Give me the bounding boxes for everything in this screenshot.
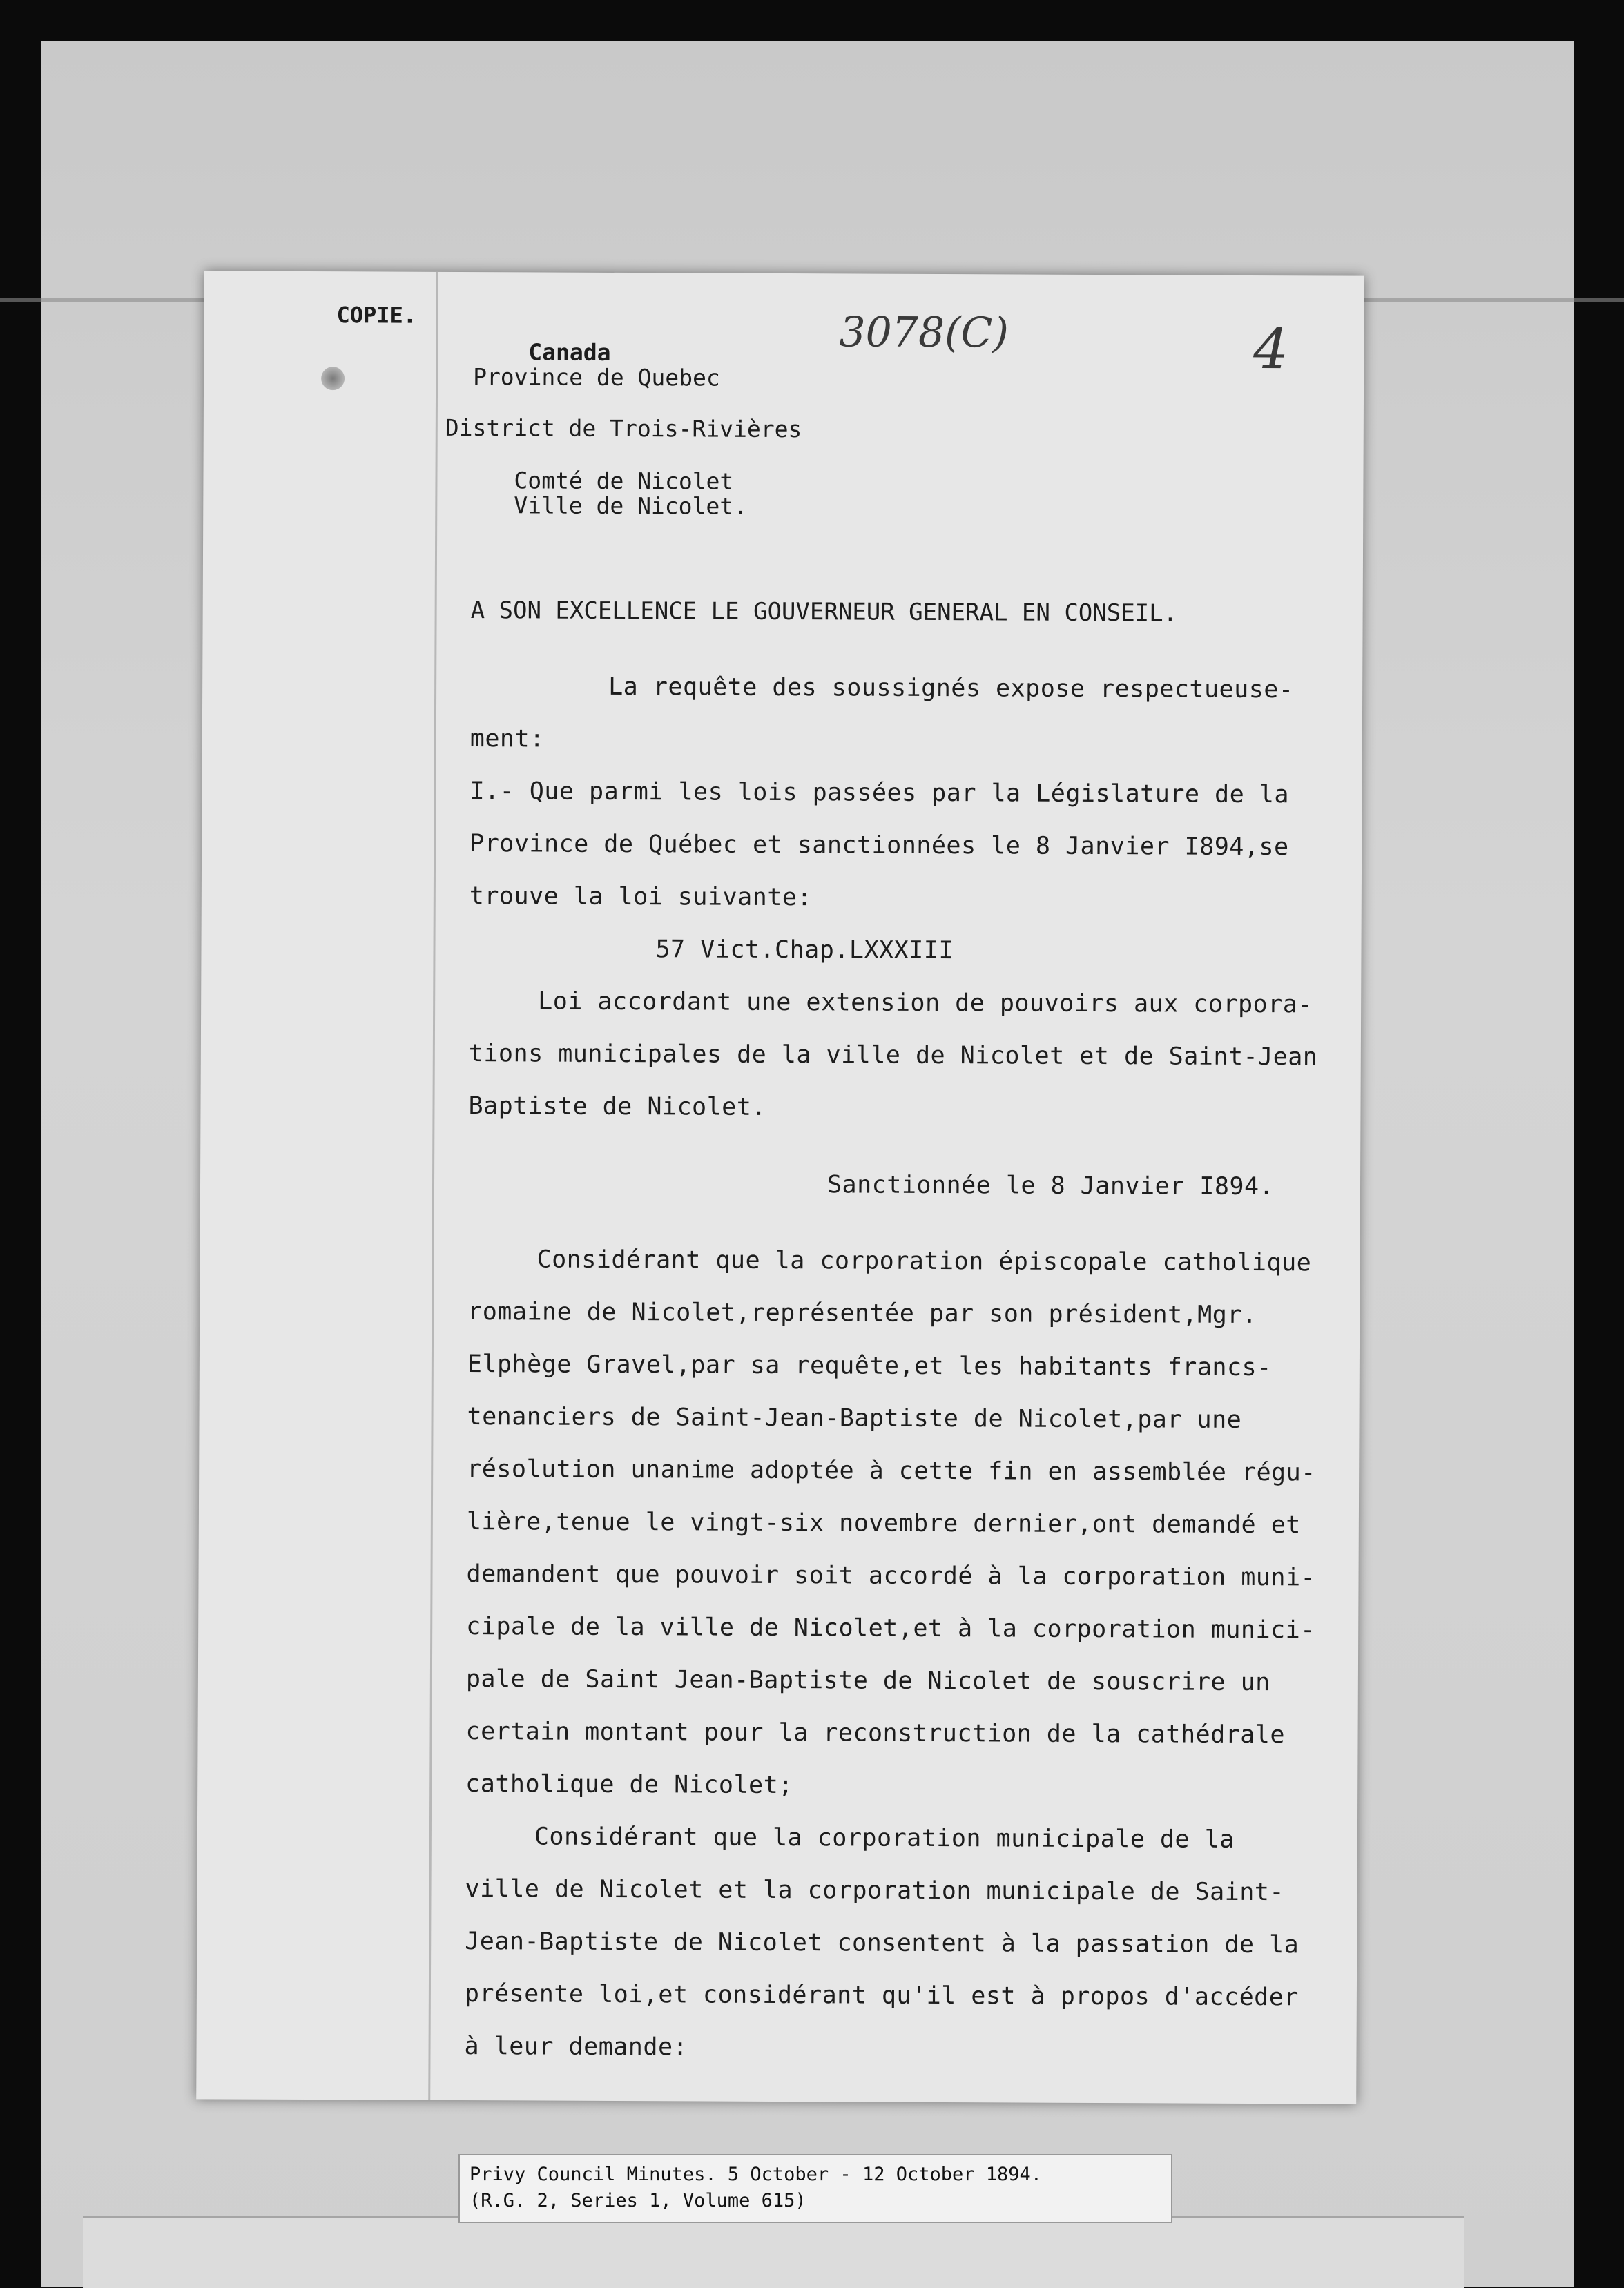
body-line: résolution unanime adoptée à cette fin en assemblée régu- bbox=[467, 1455, 1316, 1487]
body-line: I.- Que parmi les lois passées par la Législature de la bbox=[470, 777, 1290, 809]
punch-hole-icon bbox=[321, 367, 345, 390]
body-line: ville de Nicolet et la corporation municipale de Saint- bbox=[465, 1875, 1285, 1907]
body-line: cipale de la ville de Nicolet,et à la corporation munici- bbox=[466, 1613, 1315, 1645]
document-page bbox=[196, 271, 1364, 2104]
body-line: Considérant que la corporation épiscopale catholique bbox=[536, 1245, 1312, 1277]
body-line: Baptiste de Nicolet. bbox=[468, 1092, 767, 1121]
body-line: tions municipales de la ville de Nicolet et de Saint-Jean bbox=[468, 1040, 1318, 1072]
archive-label-line2: (R.G. 2, Series 1, Volume 615) bbox=[470, 2190, 806, 2211]
copy-mark: COPIE. bbox=[336, 302, 417, 329]
sanction-date: Sanctionnée le 8 Janvier I894. bbox=[826, 1171, 1275, 1201]
body-line: La requête des soussignés expose respectueuse- bbox=[608, 672, 1294, 704]
body-line: lière,tenue le vingt-six novembre dernier,ont demandé et bbox=[466, 1508, 1301, 1540]
body-line: catholique de Nicolet; bbox=[465, 1770, 793, 1800]
archive-label-line1: Privy Council Minutes. 5 October - 12 October 1894. bbox=[470, 2164, 1043, 2185]
body-line: présente loi,et considérant qu'il est à propos d'accéder bbox=[464, 1980, 1299, 2012]
body-line: demandent que pouvoir soit accordé à la corporation muni- bbox=[466, 1560, 1316, 1592]
body-line: pale de Saint Jean-Baptiste de Nicolet de souscrire un bbox=[465, 1665, 1270, 1697]
act-title: 57 Vict.Chap.LXXXIII bbox=[655, 935, 954, 965]
body-line: trouve la loi suivante: bbox=[469, 882, 813, 912]
body-line: Jean-Baptiste de Nicolet consentent à la passation de la bbox=[465, 1928, 1299, 1959]
header-town: Ville de Nicolet. bbox=[514, 492, 748, 520]
header-district: District de Trois-Rivières bbox=[445, 414, 802, 443]
handwritten-reference: 3078(C) bbox=[839, 308, 1009, 358]
margin-line bbox=[428, 272, 438, 2100]
header-country: Canada bbox=[528, 338, 611, 366]
body-line: Elphège Gravel,par sa requête,et les habitants francs- bbox=[467, 1350, 1272, 1382]
header-county: Comté de Nicolet bbox=[514, 467, 734, 495]
archive-label bbox=[458, 2154, 1172, 2223]
header-province: Province de Quebec bbox=[473, 363, 720, 391]
address-line: A SON EXCELLENCE LE GOUVERNEUR GENERAL EN CONSEIL. bbox=[470, 597, 1178, 628]
body-line: Loi accordant une extension de pouvoirs aux corpora- bbox=[538, 987, 1313, 1019]
body-line: Considérant que la corporation municipale de la bbox=[534, 1823, 1235, 1854]
body-line: certain montant pour la reconstruction de la cathédrale bbox=[465, 1718, 1286, 1749]
body-line: tenanciers de Saint-Jean-Baptiste de Nicolet,par une bbox=[467, 1403, 1242, 1434]
handwritten-page-number: 4 bbox=[1253, 316, 1289, 382]
body-line: ment: bbox=[470, 725, 545, 753]
body-line: à leur demande: bbox=[464, 2033, 688, 2062]
body-line: Province de Québec et sanctionnées le 8 Janvier I894,se bbox=[470, 830, 1289, 862]
body-line: romaine de Nicolet,représentée par son président,Mgr. bbox=[467, 1298, 1257, 1330]
film-holder-strip bbox=[83, 2216, 1464, 2288]
